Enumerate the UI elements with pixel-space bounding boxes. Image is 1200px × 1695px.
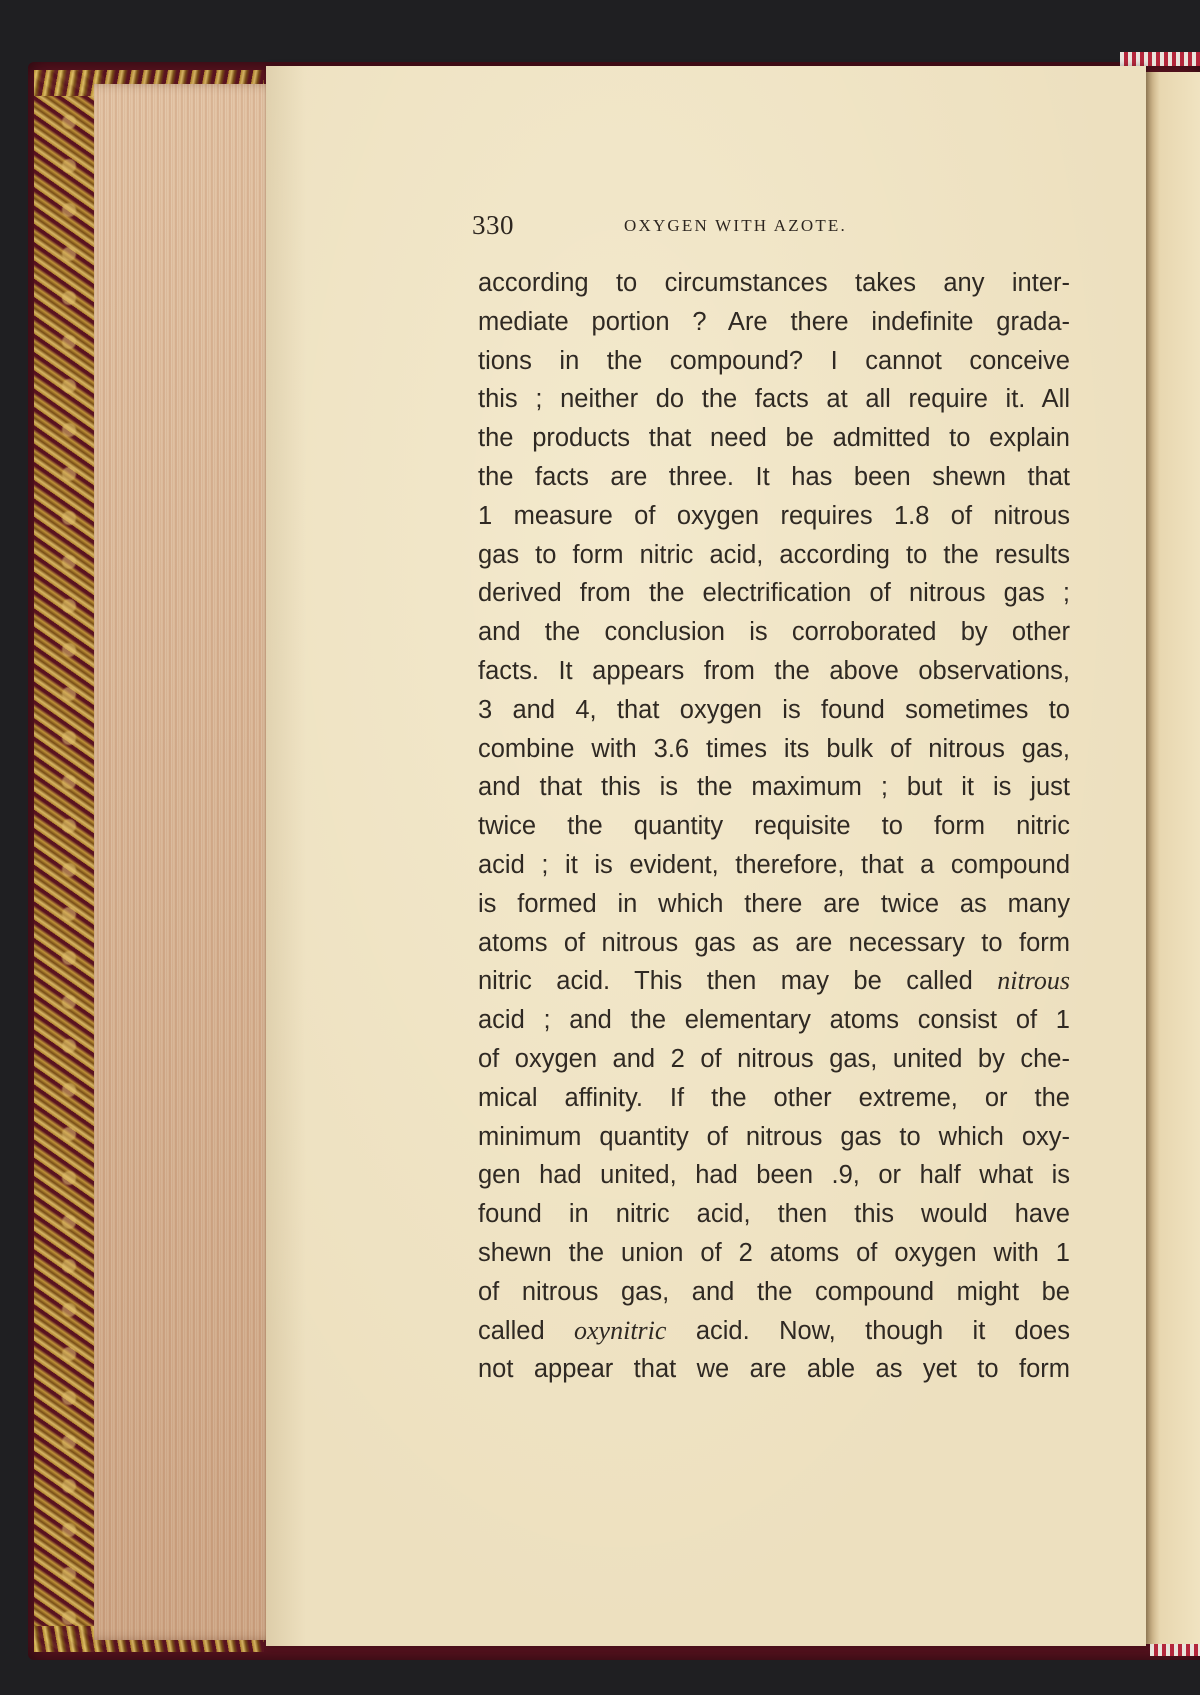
text-line-content: tions in the compound? I cannot conceive bbox=[478, 346, 1070, 375]
text-line-content: twice the quantity requisite to form nitric bbox=[478, 812, 1070, 841]
text-line bbox=[478, 458, 1070, 497]
text-line-content: facts. It appears from the above observations, bbox=[478, 656, 1070, 685]
text-line bbox=[478, 1273, 1070, 1312]
text-line-content: of oxygen and 2 of nitrous gas, united by che- bbox=[478, 1044, 1070, 1073]
text-line bbox=[478, 1195, 1070, 1234]
text-line-content: called bbox=[478, 1316, 575, 1345]
running-head bbox=[472, 210, 1072, 250]
text-line-content: 3 and 4, that oxygen is found sometimes to bbox=[478, 695, 1070, 724]
text-line bbox=[478, 730, 1070, 769]
text-line bbox=[478, 342, 1070, 381]
text-line bbox=[478, 807, 1070, 846]
text-line bbox=[478, 536, 1070, 575]
text-line bbox=[478, 1118, 1070, 1157]
text-line bbox=[478, 924, 1070, 963]
text-line-content: atoms of nitrous gas as are necessary to form bbox=[478, 928, 1070, 957]
italic-term: oxynitric bbox=[574, 1315, 667, 1345]
text-line-content: gas to form nitric acid, according to the results bbox=[478, 540, 1070, 569]
text-line bbox=[478, 768, 1070, 807]
text-line-content: mical affinity. If the other extreme, or the bbox=[478, 1083, 1070, 1112]
text-line-content: the products that need be admitted to explain bbox=[478, 424, 1070, 453]
text-line-content: 1 measure of oxygen requires 1.8 of nitrous bbox=[478, 501, 1070, 530]
text-line bbox=[478, 1079, 1070, 1118]
text-line-content: and that this is the maximum ; but it is just bbox=[478, 773, 1070, 802]
body-text bbox=[478, 264, 1070, 1389]
page-number: 330 bbox=[472, 210, 514, 240]
text-line-content: according to circumstances takes any inter- bbox=[478, 269, 1070, 297]
text-line-content: acid. Now, though it does bbox=[666, 1316, 1070, 1345]
headband bbox=[1120, 52, 1200, 66]
text-line bbox=[478, 1040, 1070, 1079]
text-line-content: the facts are three. It has been shewn that bbox=[478, 462, 1070, 491]
text-line bbox=[478, 1312, 1070, 1351]
text-line bbox=[478, 1156, 1070, 1195]
text-line bbox=[478, 652, 1070, 691]
text-line-content: is formed in which there are twice as many bbox=[478, 889, 1070, 918]
text-line bbox=[478, 846, 1070, 885]
page-edges bbox=[94, 84, 294, 1640]
text-line bbox=[478, 962, 1070, 1001]
text-line-content: minimum quantity of nitrous gas to which oxy- bbox=[478, 1122, 1070, 1151]
text-line-content: not appear that we are able as yet to form bbox=[478, 1355, 1070, 1384]
text-line-content: combine with 3.6 times its bulk of nitrous gas, bbox=[478, 734, 1070, 763]
text-line bbox=[478, 574, 1070, 613]
text-line-content: acid ; it is evident, therefore, that a compound bbox=[478, 850, 1070, 879]
italic-term: nitrous bbox=[997, 966, 1070, 996]
facing-page-edge bbox=[1146, 72, 1200, 1644]
text-line bbox=[478, 1350, 1070, 1389]
text-line-content: acid ; and the elementary atoms consist of 1 bbox=[478, 1006, 1070, 1035]
text-line bbox=[478, 1001, 1070, 1040]
text-line bbox=[478, 1234, 1070, 1273]
text-line-content: and the conclusion is corroborated by other bbox=[478, 618, 1070, 647]
tailband bbox=[1150, 1644, 1200, 1656]
text-line bbox=[478, 497, 1070, 536]
chapter-title: OXYGEN WITH AZOTE. bbox=[624, 216, 847, 235]
text-line-content: nitric acid. This then may be called bbox=[478, 967, 998, 996]
text-line-content: this ; neither do the facts at all require it. All bbox=[478, 385, 1070, 414]
text-line bbox=[478, 691, 1070, 730]
text-line-content: gen had united, had been .9, or half what is bbox=[478, 1161, 1070, 1190]
text-line bbox=[478, 303, 1070, 342]
text-line bbox=[478, 613, 1070, 652]
text-line bbox=[478, 885, 1070, 924]
text-line-content: of nitrous gas, and the compound might be bbox=[478, 1277, 1070, 1306]
text-line bbox=[478, 419, 1070, 458]
text-line-content: shewn the union of 2 atoms of oxygen with 1 bbox=[478, 1238, 1070, 1267]
text-line-content: mediate portion ? Are there indefinite grada- bbox=[478, 307, 1070, 336]
text-line bbox=[478, 380, 1070, 419]
text-line bbox=[478, 264, 1070, 303]
text-line-content: found in nitric acid, then this would have bbox=[478, 1200, 1070, 1229]
text-line-content: derived from the electrification of nitrous gas ; bbox=[478, 579, 1070, 608]
